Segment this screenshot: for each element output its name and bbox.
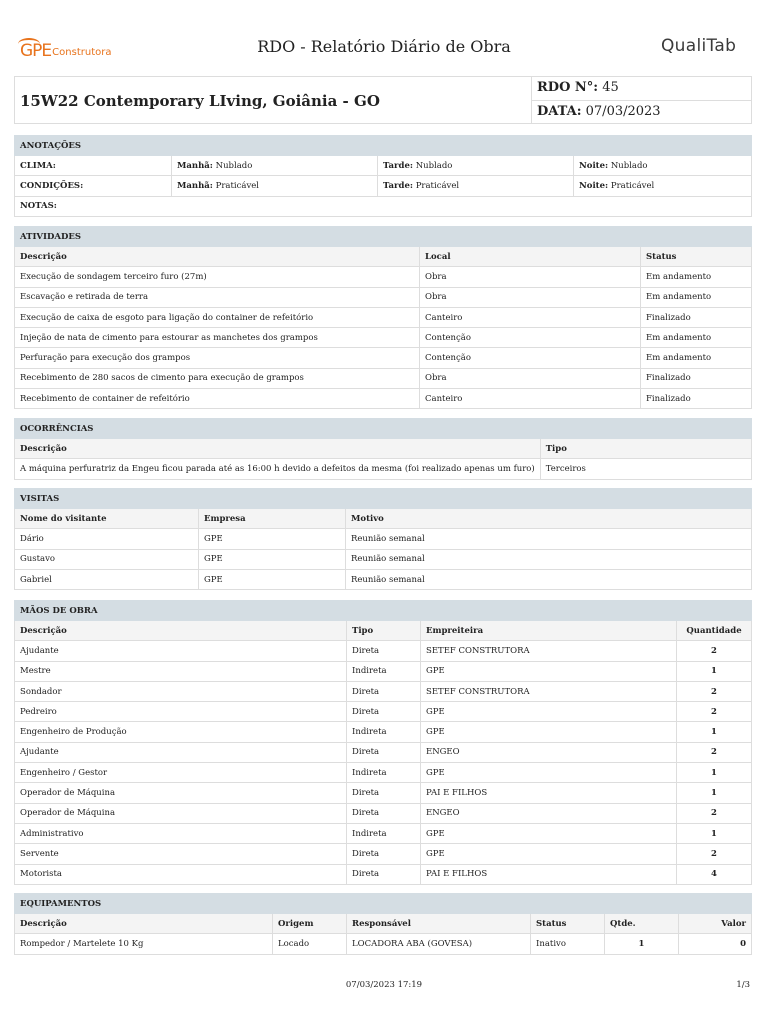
section-title: ATIVIDADES xyxy=(15,227,752,247)
column-header: Quantidade xyxy=(677,621,752,641)
condicoes-tarde: Tarde: Praticável xyxy=(378,176,574,196)
table-cell: 2 xyxy=(677,641,752,661)
table-cell: Contenção xyxy=(420,328,641,348)
table-row xyxy=(15,549,752,569)
table-row xyxy=(15,287,752,307)
table-cell: Recebimento de container de refeitório xyxy=(15,389,420,409)
table-cell: 2 xyxy=(677,803,752,823)
table-cell: GPE xyxy=(421,722,677,742)
table-cell: Gustavo xyxy=(15,549,199,569)
table-cell: Em andamento xyxy=(641,348,752,368)
table-cell: Em andamento xyxy=(641,287,752,307)
table-cell: Obra xyxy=(420,267,641,287)
column-header: Descrição xyxy=(15,621,347,641)
column-header: Valor xyxy=(679,914,752,934)
table-row xyxy=(15,722,752,742)
logo-subtitle: Construtora xyxy=(52,47,112,58)
row-label: CLIMA: xyxy=(15,156,172,176)
table-cell: 1 xyxy=(677,783,752,803)
table-cell: Reunião semanal xyxy=(346,529,752,549)
section-title: OCORRÊNCIAS xyxy=(15,419,752,439)
table-row xyxy=(15,328,752,348)
table-cell: Direta xyxy=(347,803,421,823)
rdo-number xyxy=(537,80,619,95)
table-row xyxy=(15,569,752,589)
table-cell: ENGEO xyxy=(421,803,677,823)
table-header-row xyxy=(15,247,752,267)
table-cell: Locado xyxy=(273,934,347,954)
table-cell: PAI E FILHOS xyxy=(421,864,677,884)
table-row xyxy=(15,641,752,661)
table-cell: Direta xyxy=(347,702,421,722)
column-header: Status xyxy=(641,247,752,267)
brand-logo: QualiTab xyxy=(661,36,737,56)
table-cell: Injeção de nata de cimento para estourar as manchetes dos grampos xyxy=(15,328,420,348)
table-cell: 1 xyxy=(605,934,679,954)
equipamentos-table xyxy=(14,893,752,955)
condicoes-noite: Noite: Praticável xyxy=(574,176,752,196)
visitas-table xyxy=(14,488,752,590)
table-header-row xyxy=(15,509,752,529)
table-cell: 2 xyxy=(677,702,752,722)
table-cell: Reunião semanal xyxy=(346,549,752,569)
table-cell: LOCADORA ABA (GOVESA) xyxy=(347,934,531,954)
table-cell: GPE xyxy=(199,549,346,569)
table-row xyxy=(15,934,752,954)
table-cell: Direta xyxy=(347,681,421,701)
section-title: VISITAS xyxy=(15,489,752,509)
table-cell: Reunião semanal xyxy=(346,569,752,589)
footer-datetime: 07/03/2023 17:19 xyxy=(345,980,423,990)
table-cell: GPE xyxy=(421,844,677,864)
table-cell: SETEF CONSTRUTORA xyxy=(421,681,677,701)
table-row xyxy=(15,529,752,549)
notas-row xyxy=(15,196,752,216)
column-header: Tipo xyxy=(540,439,751,459)
column-header: Nome do visitante xyxy=(15,509,199,529)
table-cell: Gabriel xyxy=(15,569,199,589)
table-cell: Mestre xyxy=(15,661,347,681)
column-header: Motivo xyxy=(346,509,752,529)
table-row xyxy=(15,864,752,884)
table-header-row xyxy=(15,439,752,459)
date-label: DATA: xyxy=(537,104,582,119)
table-cell: Administrativo xyxy=(15,823,347,843)
table-cell: Em andamento xyxy=(641,328,752,348)
table-cell: Direta xyxy=(347,783,421,803)
table-row xyxy=(15,803,752,823)
row-label: NOTAS: xyxy=(15,196,752,216)
table-cell: 4 xyxy=(677,864,752,884)
table-cell: Recebimento de 280 sacos de cimento para execução de grampos xyxy=(15,368,420,388)
table-cell: Escavação e retirada de terra xyxy=(15,287,420,307)
table-row xyxy=(15,681,752,701)
table-cell: GPE xyxy=(421,661,677,681)
table-cell: Operador de Máquina xyxy=(15,803,347,823)
document-title: RDO - Relatório Diário de Obra xyxy=(257,37,511,56)
table-cell: Operador de Máquina xyxy=(15,783,347,803)
table-cell: GPE xyxy=(421,702,677,722)
table-cell: ENGEO xyxy=(421,742,677,762)
table-cell: Pedreiro xyxy=(15,702,347,722)
table-cell: 2 xyxy=(677,681,752,701)
table-row xyxy=(15,267,752,287)
column-header: Descrição xyxy=(15,439,541,459)
table-cell: Direta xyxy=(347,844,421,864)
table-cell: Terceiros xyxy=(540,459,751,479)
table-cell: Servente xyxy=(15,844,347,864)
table-cell: 1 xyxy=(677,823,752,843)
column-header: Origem xyxy=(273,914,347,934)
column-header: Descrição xyxy=(15,914,273,934)
table-cell: GPE xyxy=(199,569,346,589)
table-cell: Contenção xyxy=(420,348,641,368)
maos-de-obra-table xyxy=(14,600,752,885)
table-cell: Em andamento xyxy=(641,267,752,287)
table-cell: Motorista xyxy=(15,864,347,884)
table-row xyxy=(15,702,752,722)
table-cell: Canteiro xyxy=(420,389,641,409)
column-header: Tipo xyxy=(347,621,421,641)
rdo-label: RDO N°: xyxy=(537,80,599,95)
table-row xyxy=(15,348,752,368)
table-row xyxy=(15,844,752,864)
divider xyxy=(531,100,752,101)
table-row xyxy=(15,389,752,409)
table-header-row xyxy=(15,914,752,934)
table-cell: SETEF CONSTRUTORA xyxy=(421,641,677,661)
table-cell: Indireta xyxy=(347,661,421,681)
column-header: Empresa xyxy=(199,509,346,529)
date-value: 07/03/2023 xyxy=(585,104,661,119)
table-cell: GPE xyxy=(421,823,677,843)
table-cell: Execução de sondagem terceiro furo (27m) xyxy=(15,267,420,287)
clima-noite: Noite: Nublado xyxy=(574,156,752,176)
table-cell: 1 xyxy=(677,722,752,742)
table-cell: 1 xyxy=(677,661,752,681)
ocorrencias-table xyxy=(14,418,752,480)
project-name: 15W22 Contemporary LIving, Goiânia - GO xyxy=(20,92,380,110)
table-cell: Ajudante xyxy=(15,742,347,762)
table-cell: Finalizado xyxy=(641,389,752,409)
table-cell: Dário xyxy=(15,529,199,549)
table-cell: Direta xyxy=(347,742,421,762)
logo-mark: GPE xyxy=(20,41,52,61)
column-header: Responsável xyxy=(347,914,531,934)
page-number: 1/3 xyxy=(736,980,750,990)
table-cell: Engenheiro de Produção xyxy=(15,722,347,742)
table-row xyxy=(15,763,752,783)
table-cell: Ajudante xyxy=(15,641,347,661)
table-cell: Finalizado xyxy=(641,307,752,327)
anotacoes-table xyxy=(14,135,752,217)
table-row xyxy=(15,368,752,388)
table-cell: A máquina perfuratriz da Engeu ficou parada até as 16:00 h devido a defeitos da mesma (foi realizado apenas um furo) xyxy=(15,459,541,479)
table-cell: GPE xyxy=(199,529,346,549)
section-title: ANOTAÇÕES xyxy=(15,136,752,156)
table-cell: Obra xyxy=(420,368,641,388)
table-cell: Sondador xyxy=(15,681,347,701)
column-header: Status xyxy=(531,914,605,934)
table-cell: Execução de caixa de esgoto para ligação do container de refeitório xyxy=(15,307,420,327)
atividades-table xyxy=(14,226,752,409)
rdo-value: 45 xyxy=(602,80,619,95)
table-cell: Perfuração para execução dos grampos xyxy=(15,348,420,368)
table-row xyxy=(15,459,752,479)
table-cell: Rompedor / Martelete 10 Kg xyxy=(15,934,273,954)
table-row xyxy=(15,307,752,327)
row-label: CONDIÇÕES: xyxy=(15,176,172,196)
condicoes-manha: Manhã: Praticável xyxy=(172,176,378,196)
column-header: Descrição xyxy=(15,247,420,267)
table-cell: Inativo xyxy=(531,934,605,954)
table-cell: 2 xyxy=(677,844,752,864)
table-cell: Obra xyxy=(420,287,641,307)
table-cell: Engenheiro / Gestor xyxy=(15,763,347,783)
table-row xyxy=(15,742,752,762)
column-header: Empreiteira xyxy=(421,621,677,641)
section-title: MÃOS DE OBRA xyxy=(15,601,752,621)
column-header: Qtde. xyxy=(605,914,679,934)
condicoes-row xyxy=(15,176,752,196)
table-row xyxy=(15,783,752,803)
table-row xyxy=(15,661,752,681)
section-title: EQUIPAMENTOS xyxy=(15,894,752,914)
report-date xyxy=(537,104,661,119)
table-header-row xyxy=(15,621,752,641)
table-cell: Indireta xyxy=(347,763,421,783)
table-cell: Direta xyxy=(347,641,421,661)
table-cell: Finalizado xyxy=(641,368,752,388)
table-cell: PAI E FILHOS xyxy=(421,783,677,803)
clima-tarde: Tarde: Nublado xyxy=(378,156,574,176)
table-cell: 2 xyxy=(677,742,752,762)
clima-row xyxy=(15,156,752,176)
column-header: Local xyxy=(420,247,641,267)
table-cell: GPE xyxy=(421,763,677,783)
clima-manha: Manhã: Nublado xyxy=(172,156,378,176)
table-cell: Canteiro xyxy=(420,307,641,327)
table-cell: Indireta xyxy=(347,722,421,742)
table-cell: Indireta xyxy=(347,823,421,843)
table-cell: 1 xyxy=(677,763,752,783)
table-cell: Direta xyxy=(347,864,421,884)
table-row xyxy=(15,823,752,843)
table-cell: 0 xyxy=(679,934,752,954)
